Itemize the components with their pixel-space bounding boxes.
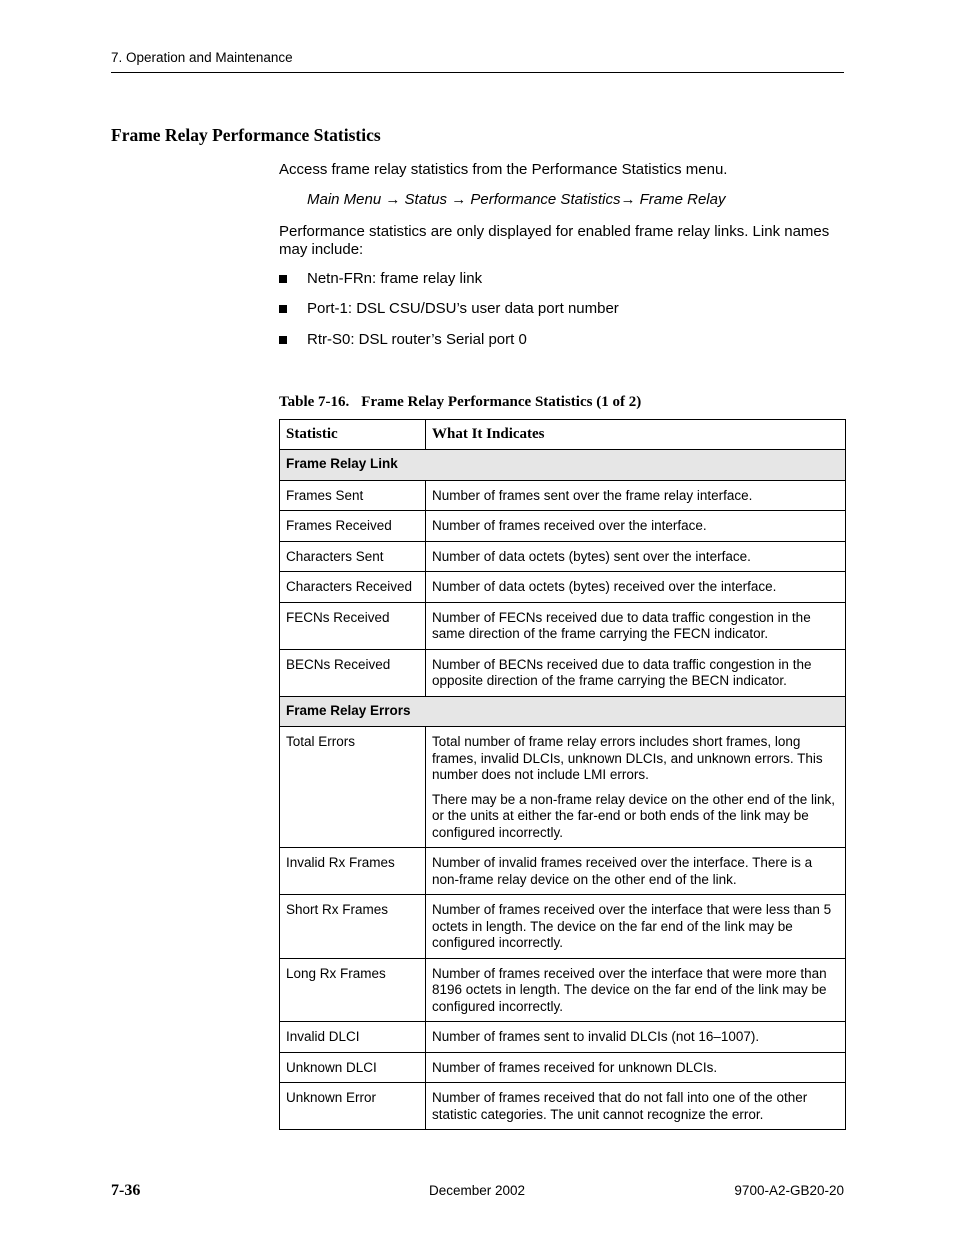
table-row <box>280 1022 846 1053</box>
statistic-cell: Invalid Rx Frames <box>280 848 426 895</box>
statistics-table <box>279 419 846 1130</box>
running-header: 7. Operation and Maintenance <box>111 50 844 73</box>
statistic-cell: Frames Received <box>280 511 426 542</box>
table-title: Frame Relay Performance Statistics (1 of 2) <box>361 394 642 410</box>
table-header-row <box>280 420 846 450</box>
description-cell: Number of data octets (bytes) received over the interface. <box>426 572 846 603</box>
description-cell: Number of FECNs received due to data traffic congestion in the same direction of the frame carrying the FECN indicator. <box>426 602 846 649</box>
statistic-cell: Characters Received <box>280 572 426 603</box>
statistic-cell: Total Errors <box>280 727 426 848</box>
bullet-text <box>307 331 527 349</box>
table-row <box>280 727 846 848</box>
table-row <box>280 541 846 572</box>
description-cell: Number of frames sent to invalid DLCIs (not 16–1007). <box>426 1022 846 1053</box>
menu-path: Main Menu → Status → Performance Statistics→ Frame Relay <box>307 191 726 208</box>
statistic-cell: FECNs Received <box>280 602 426 649</box>
bullet-text <box>307 270 482 288</box>
bullet-link-name: Port-1 <box>307 300 348 317</box>
square-bullet-icon <box>279 305 287 313</box>
publication-date: December 2002 <box>429 1183 526 1198</box>
group-label: Frame Relay Link <box>280 450 846 481</box>
description-cell: Number of invalid frames received over the interface. There is a non-frame relay device on the other end of the link. <box>426 848 846 895</box>
section-title: Frame Relay Performance Statistics <box>111 125 381 145</box>
statistic-cell: Unknown Error <box>280 1083 426 1130</box>
group-row <box>280 450 846 481</box>
column-header-what-it-indicates: What It Indicates <box>426 420 846 450</box>
description-cell: Number of frames received over the interface that were more than 8196 octets in length. The device on the far end of the link may be configured incorrectly. <box>426 958 846 1022</box>
table-caption <box>279 393 641 411</box>
table-row <box>280 602 846 649</box>
table-row <box>280 1083 846 1130</box>
table-row <box>280 572 846 603</box>
table-row <box>280 848 846 895</box>
description-cell: Number of frames sent over the frame relay interface. <box>426 480 846 511</box>
table-row <box>280 649 846 696</box>
statistic-cell: Invalid DLCI <box>280 1022 426 1053</box>
bullet-description: : DSL router’s Serial port 0 <box>350 331 527 348</box>
group-label: Frame Relay Errors <box>280 696 846 727</box>
group-row <box>280 696 846 727</box>
description-cell: Number of frames received over the interface that were less than 5 octets in length. The device on the far end of the link may be configured incorrectly. <box>426 895 846 959</box>
table-row <box>280 511 846 542</box>
statistic-cell: Long Rx Frames <box>280 958 426 1022</box>
bullet-link-name: Rtr-S0 <box>307 331 351 348</box>
table-row <box>280 958 846 1022</box>
description-note: There may be a non-frame relay device on the other end of the link, or the units at either the far-end or both ends of the link may be configured incorrectly. <box>432 791 835 840</box>
performance-note: Performance statistics are only displayed for enabled frame relay links. Link names may include: <box>279 223 830 258</box>
page-number: 7-36 <box>111 1182 141 1199</box>
square-bullet-icon <box>279 275 287 283</box>
intro-paragraph: Access frame relay statistics from the Performance Statistics menu. <box>279 161 728 178</box>
description-cell: Number of BECNs received due to data traffic congestion in the opposite direction of the frame carrying the BECN indicator. <box>426 649 846 696</box>
description-cell: Number of frames received that do not fall into one of the other statistic categories. The unit cannot recognize the error. <box>426 1083 846 1130</box>
statistic-cell: Short Rx Frames <box>280 895 426 959</box>
description-text: Total number of frame relay errors includes short frames, long frames, invalid DLCIs, unknown DLCIs, and unknown errors. This number does not include LMI errors. <box>432 734 823 782</box>
square-bullet-icon <box>279 336 287 344</box>
statistic-cell: BECNs Received <box>280 649 426 696</box>
description-cell: Number of data octets (bytes) sent over the interface. <box>426 541 846 572</box>
statistic-cell: Frames Sent <box>280 480 426 511</box>
document-number: 9700-A2-GB20-20 <box>734 1183 844 1198</box>
statistic-cell: Characters Sent <box>280 541 426 572</box>
bullet-description: : DSL CSU/DSU’s user data port number <box>347 300 619 317</box>
table-row <box>280 480 846 511</box>
bullet-text <box>307 300 619 318</box>
bullet-link-name: Netn-FRn <box>307 270 373 287</box>
column-header-statistic: Statistic <box>280 420 426 450</box>
table-row <box>280 1052 846 1083</box>
table-row <box>280 895 846 959</box>
description-cell: Number of frames received over the interface. <box>426 511 846 542</box>
table-number: Table 7-16. <box>279 394 350 410</box>
description-cell: Number of frames received for unknown DLCIs. <box>426 1052 846 1083</box>
description-cell <box>426 727 846 848</box>
statistic-cell: Unknown DLCI <box>280 1052 426 1083</box>
bullet-description: : frame relay link <box>372 270 483 287</box>
